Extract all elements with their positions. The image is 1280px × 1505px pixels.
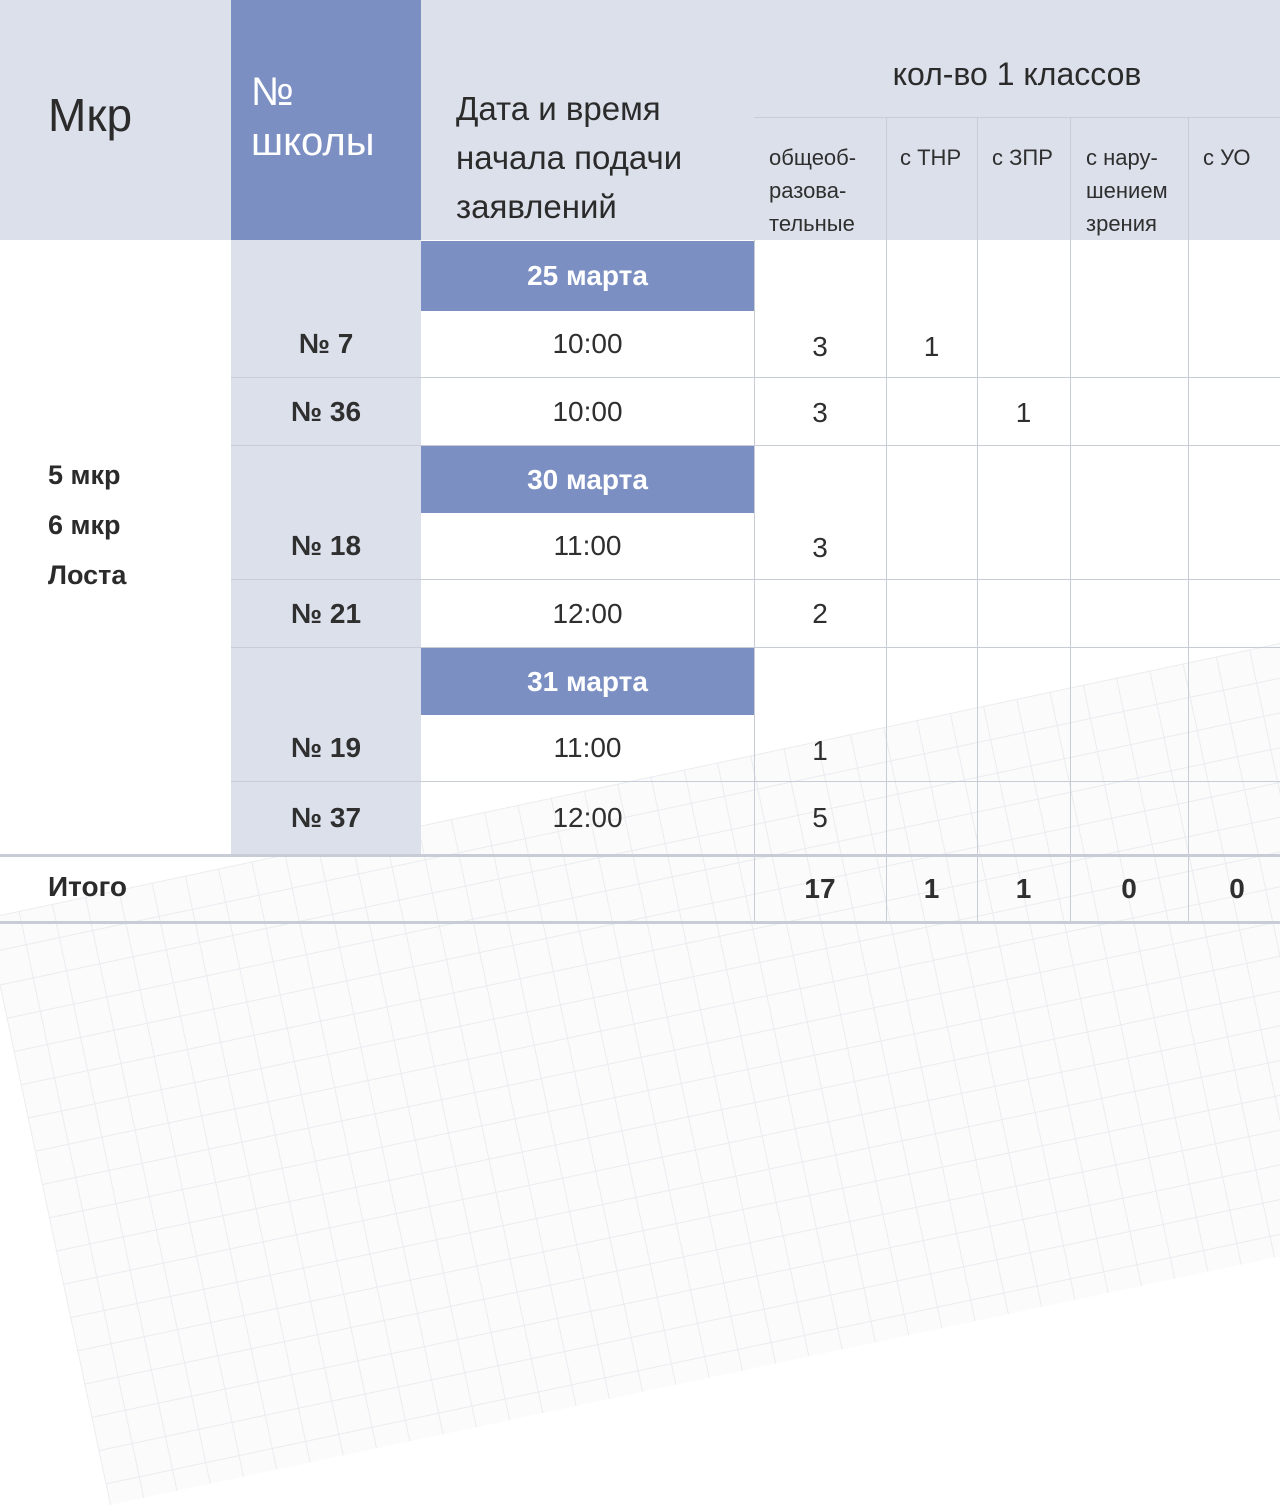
grid-line xyxy=(754,117,1280,118)
start-time: 12:00 xyxy=(552,802,623,833)
count-zpr xyxy=(977,782,1070,854)
school-number: № 37 xyxy=(290,802,362,833)
count-tnr xyxy=(886,715,977,787)
school-number: № 21 xyxy=(290,597,362,629)
count-zpr xyxy=(977,513,1070,583)
count-tnr xyxy=(886,782,977,854)
date-bar-25-march: 25 марта xyxy=(421,241,754,311)
header-date-line2: начала подачи xyxy=(456,139,683,176)
subheader-general: общеоб- разова- тельные xyxy=(769,145,857,236)
start-time: 11:00 xyxy=(553,530,622,561)
count-tnr xyxy=(886,378,977,448)
total-tnr: 1 xyxy=(923,873,940,904)
count-zpr: 1 xyxy=(1015,397,1032,428)
school-number: № 7 xyxy=(298,328,354,359)
total-zpr: 1 xyxy=(1015,873,1032,904)
total-general: 17 xyxy=(804,873,836,904)
date-bar-31-march: 31 марта xyxy=(421,648,754,715)
count-general: 3 xyxy=(812,331,828,362)
school-number: № 36 xyxy=(290,395,362,427)
count-zpr xyxy=(977,311,1070,383)
count-general: 5 xyxy=(812,802,828,833)
count-general: 1 xyxy=(812,735,828,766)
count-tnr xyxy=(886,513,977,583)
district-line-3: Лоста xyxy=(48,560,127,590)
district-line-1: 5 мкр xyxy=(48,460,121,490)
start-time: 11:00 xyxy=(553,732,622,763)
start-time: 10:00 xyxy=(552,395,623,427)
header-classes-title: кол-во 1 классов xyxy=(892,55,1142,92)
count-zpr xyxy=(977,580,1070,647)
date-bar-30-march: 30 марта xyxy=(421,446,754,513)
subheader-zpr: с ЗПР xyxy=(992,145,1053,170)
subheader-vision: с нару- шением зрения xyxy=(1086,145,1168,236)
grid-line xyxy=(1188,117,1189,923)
subheader-uo: с УО xyxy=(1203,145,1251,170)
header-mkr: Мкр xyxy=(48,89,133,141)
school-number: № 18 xyxy=(290,530,362,561)
header-school-line2: школы xyxy=(251,120,375,164)
start-time: 10:00 xyxy=(552,328,623,359)
header-date-line1: Дата и время xyxy=(456,90,661,127)
subheader-tnr: с ТНР xyxy=(900,145,962,170)
grid-line xyxy=(1070,117,1071,923)
row-divider xyxy=(231,647,1280,648)
district-line-2: 6 мкр xyxy=(48,510,121,540)
totals-bottom-border xyxy=(0,921,1280,924)
count-general: 3 xyxy=(812,532,828,563)
count-general: 2 xyxy=(812,597,828,629)
header-school-line1: № xyxy=(251,70,294,114)
total-uo: 0 xyxy=(1229,873,1245,904)
start-time: 12:00 xyxy=(552,597,623,629)
header-date-line3: заявлений xyxy=(456,188,617,225)
total-vision: 0 xyxy=(1121,873,1137,904)
count-tnr xyxy=(886,580,977,647)
count-zpr xyxy=(977,715,1070,787)
count-tnr: 1 xyxy=(923,331,940,362)
school-number: № 19 xyxy=(290,732,362,763)
totals-label: Итого xyxy=(48,871,127,902)
count-general: 3 xyxy=(812,397,828,428)
